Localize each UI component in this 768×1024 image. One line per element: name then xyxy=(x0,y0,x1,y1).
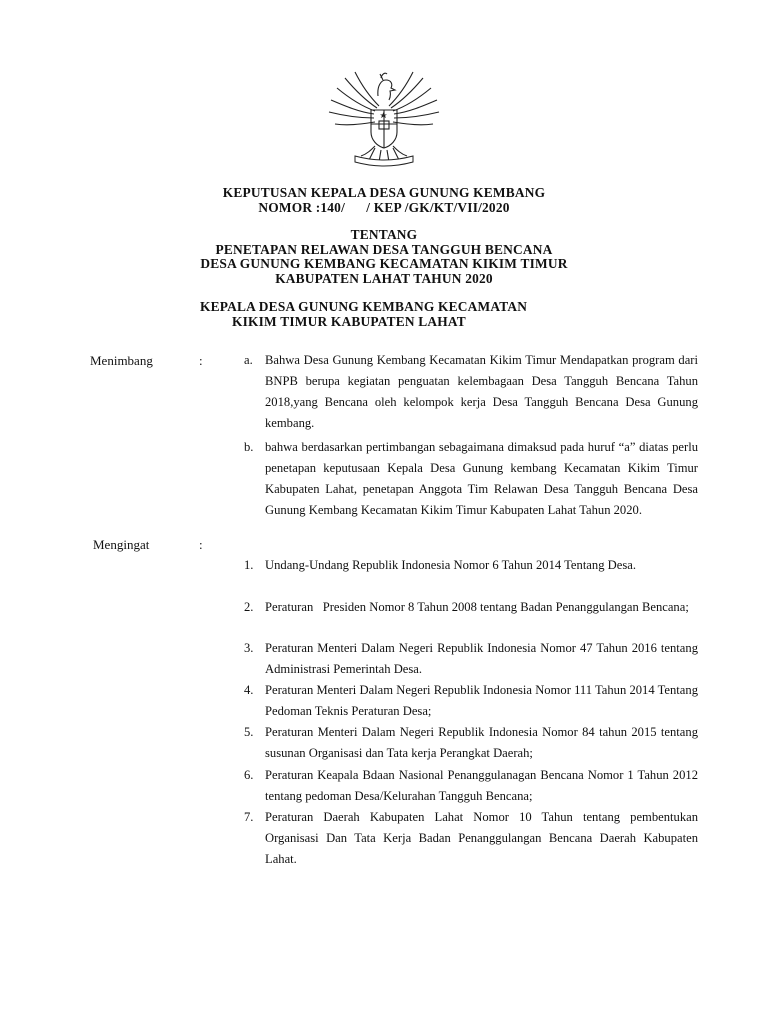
issuer-line: KIKIM TIMUR KABUPATEN LAHAT xyxy=(232,313,466,329)
item-marker: 6. xyxy=(244,768,254,782)
mengingat-item xyxy=(244,638,698,680)
item-marker: 2. xyxy=(244,600,254,614)
item-marker: 1. xyxy=(244,558,254,572)
item-text: Peraturan Menteri Dalam Negeri Republik Indonesia Nomor 84 tahun 2015 tentang susunan Organisasi dan Tata kerja Perangkat Daerah; xyxy=(265,725,698,760)
mengingat-item xyxy=(244,807,698,870)
mengingat-item xyxy=(244,722,698,764)
mengingat-item xyxy=(244,555,698,576)
item-marker: 5. xyxy=(244,725,254,739)
decree-title xyxy=(0,186,768,215)
item-text: Peraturan Menteri Dalam Negeri Republik Indonesia Nomor 47 Tahun 2016 tentang Administrasi Pemerintah Desa. xyxy=(265,641,698,676)
menimbang-colon: : xyxy=(199,353,203,368)
item-marker: 4. xyxy=(244,683,254,697)
menimbang-item xyxy=(244,350,698,434)
subject-line: KABUPATEN LAHAT TAHUN 2020 xyxy=(275,270,493,286)
item-text: Peraturan Daerah Kabupaten Lahat Nomor 10 Tahun tentang pembentukan Organisasi Dan Tata Kerja Badan Penanggulangan Bencana Daerah Kabupaten Lahat. xyxy=(265,810,698,866)
menimbang-label: Menimbang xyxy=(90,353,153,368)
mengingat-item xyxy=(244,680,698,722)
mengingat-colon: : xyxy=(199,537,203,552)
item-marker: 3. xyxy=(244,641,254,655)
mengingat-item xyxy=(244,597,698,618)
item-text: Peraturan Keapala Bdaan Nasional Penanggulanagan Bencana Nomor 1 Tahun 2012 tentang pedoman Desa/Kelurahan Tangguh Bencana; xyxy=(265,768,698,803)
subject-line: DESA GUNUNG KEMBANG KECAMATAN KIKIM TIMUR xyxy=(200,256,568,271)
garuda-emblem-icon xyxy=(325,66,443,168)
decree-number: NOMOR :140/ / KEP /GK/KT/VII/2020 xyxy=(258,199,510,215)
item-marker: a. xyxy=(244,353,253,367)
decree-subject xyxy=(0,228,768,286)
item-text: Undang-Undang Republik Indonesia Nomor 6 Tahun 2014 Tentang Desa. xyxy=(265,558,636,572)
item-text: Peraturan Menteri Dalam Negeri Republik Indonesia Nomor 111 Tahun 2014 Tentang Pedoman Teknis Peraturan Desa; xyxy=(265,683,698,718)
about-heading: TENTANG xyxy=(350,227,418,242)
issuer-line: KEPALA DESA GUNUNG KEMBANG KECAMATAN xyxy=(200,299,528,314)
item-text: Bahwa Desa Gunung Kembang Kecamatan Kikim Timur Mendapatkan program dari BNPB berupa kegiatan penguatan kelembagaan Desa Tangguh Bencana Tahun 2018,yang Bencana oleh kelompok kerja Desa Tangguh Bencana Desa Gunung kembang. xyxy=(265,353,698,430)
decree-title-line: KEPUTUSAN KEPALA DESA GUNUNG KEMBANG xyxy=(222,185,546,200)
mengingat-label: Mengingat xyxy=(93,537,150,552)
item-marker: 7. xyxy=(244,810,254,824)
issuer-heading xyxy=(200,300,527,329)
item-marker: b. xyxy=(244,440,254,454)
item-text: bahwa berdasarkan pertimbangan sebagaimana dimaksud pada huruf “a” diatas perlu penetapan keputusaan Kepala Desa Gunung kembang Kecamatan Kikim Timur Kabupaten Lahat, penetapan Anggota Tim Relawan Desa Tangguh Bencana Desa Gunung Kembang Kecamatan Kikim Timur Kabupaten Lahat Tahun 2020. xyxy=(265,440,698,517)
subject-line: PENETAPAN RELAWAN DESA TANGGUH BENCANA xyxy=(215,241,553,257)
item-text: Peraturan Presiden Nomor 8 Tahun 2008 tentang Badan Penanggulangan Bencana; xyxy=(265,600,689,614)
mengingat-item xyxy=(244,765,698,807)
menimbang-item xyxy=(244,437,698,521)
